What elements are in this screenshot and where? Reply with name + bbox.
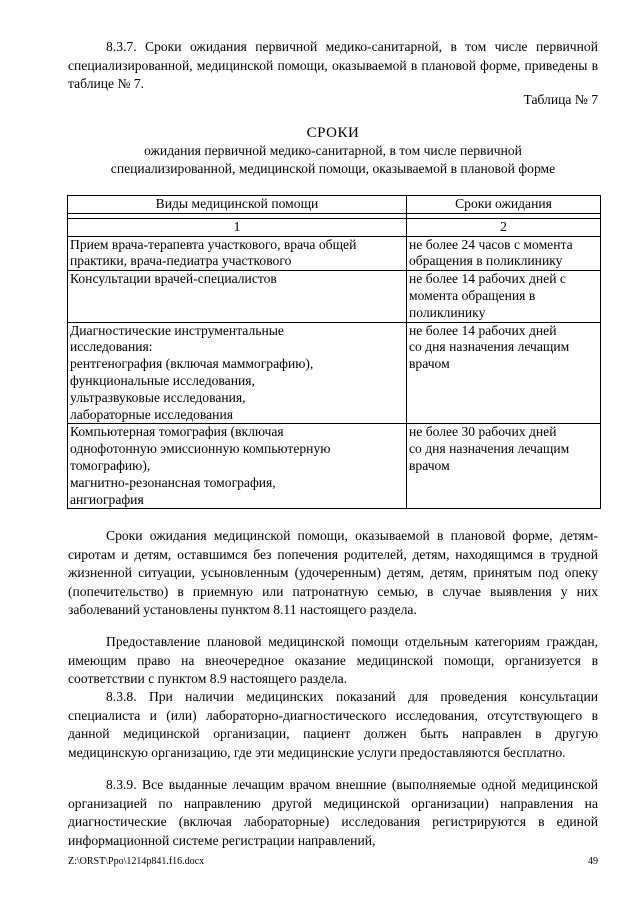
care-type-cell: Прием врача-терапевта участкового, врача общей практики, врача-педиатра участкового [68,236,407,271]
waiting-term-cell: не более 24 часов с момента обращения в поликлинику [407,236,601,271]
table-header-row [68,196,601,214]
page-number: 49 [588,856,598,867]
paragraph-priority-care: Предоставление плановой медицинской помощи отдельным категориям граждан, имеющим право на внеочередное оказание медицинской помощи, организуется в соответствии с пунктом 8.9 настоящего раздела. [68,634,598,686]
waiting-term-line: врачом [409,356,450,372]
heading-subtitle-line2: специализированной, медицинской помощи, оказываемой в плановой форме [110,161,556,176]
paragraph-8-3-7: 8.3.7. Сроки ожидания первичной медико-санитарной, в том числе первичной специализированной, медицинской помощи, оказываемой в плановой форме, приведены в таблице № 7. [68,39,598,91]
footer-file-path: Z:\ORST\Ppo\1214p841.f16.docx [68,856,205,867]
care-type-line: ультразвуковые исследования, [70,389,246,405]
waiting-term-line: со дня назначения лечащим [409,339,570,355]
care-type-line: Компьютерная томография (включая [70,424,284,440]
care-type-line: лабораторные исследования [70,406,233,422]
table-row [68,271,601,322]
heading-subtitle-line1: ожидания первичной медико-санитарной, в том числе первичной [144,143,522,158]
care-type-line: рентгенография (включая маммографию), [70,356,314,372]
table-heading [68,124,598,178]
col1-number: 1 [68,218,407,236]
care-type-line: однофотонную эмиссионную компьютерную [70,441,331,457]
waiting-term-cell [407,322,601,424]
waiting-term-cell [407,424,601,509]
care-type-cell [68,424,407,509]
waiting-term-line: со дня назначения лечащим [409,441,570,457]
paragraph-8-3-9: 8.3.9. Все выданные лечащим врачом внешние (выполняемые одной медицинской организацией по направлению другой медицинской организации) направления на диагностические (включая лабораторные) исследования регистрируются в единой информационной системе регистрации направлений, [68,777,598,848]
care-type-line: Диагностические инструментальные [70,322,284,338]
col2-header: Сроки ожидания [407,196,601,214]
waiting-term-line: врачом [409,457,450,473]
care-type-line: исследования: [70,339,153,355]
care-type-cell: Консультации врачей-специалистов [68,271,407,322]
heading-title: СРОКИ [306,125,360,141]
care-type-line: томографию), [70,457,151,473]
table-number-row [68,218,601,236]
table-row [68,322,601,424]
waiting-term-cell: не более 14 рабочих дней с момента обращения в поликлинику [407,271,601,322]
col2-number: 2 [407,218,601,236]
col1-header: Виды медицинской помощи [68,196,407,214]
table-row [68,236,601,271]
care-type-line: функциональные исследования, [70,372,255,388]
waiting-term-line: не более 14 рабочих дней [409,322,557,338]
table-row [68,424,601,509]
paragraph-8-3-8: 8.3.8. При наличии медицинских показаний для проведения консультации специалиста и (или) лабораторно-диагностического исследования, отсутствующего в данной медицинской организации, пациент должен быть направлен в другую медицинскую организацию, где эти медицинские услуги предоставляются бесплатно. [68,689,598,760]
waiting-times-table [67,195,601,509]
care-type-line: магнитно-резонансная томография, [70,474,276,490]
care-type-cell [68,322,407,424]
table-number-label: Таблица № 7 [523,92,598,107]
care-type-line: ангиография [70,491,144,507]
waiting-term-line: не более 30 рабочих дней [409,424,557,440]
paragraph-orphans-terms: Сроки ожидания медицинской помощи, оказываемой в плановой форме, детям-сиротам и детям, оставшимся без попечения родителей, детям, находящимся в трудной жизненной ситуации, усыновленным (удочеренным) детям, детям, принятым под опеку (попечительство) в приемную или патронатную семью, в случае выявления у них заболеваний установлены пунктом 8.11 настоящего раздела. [68,528,598,617]
